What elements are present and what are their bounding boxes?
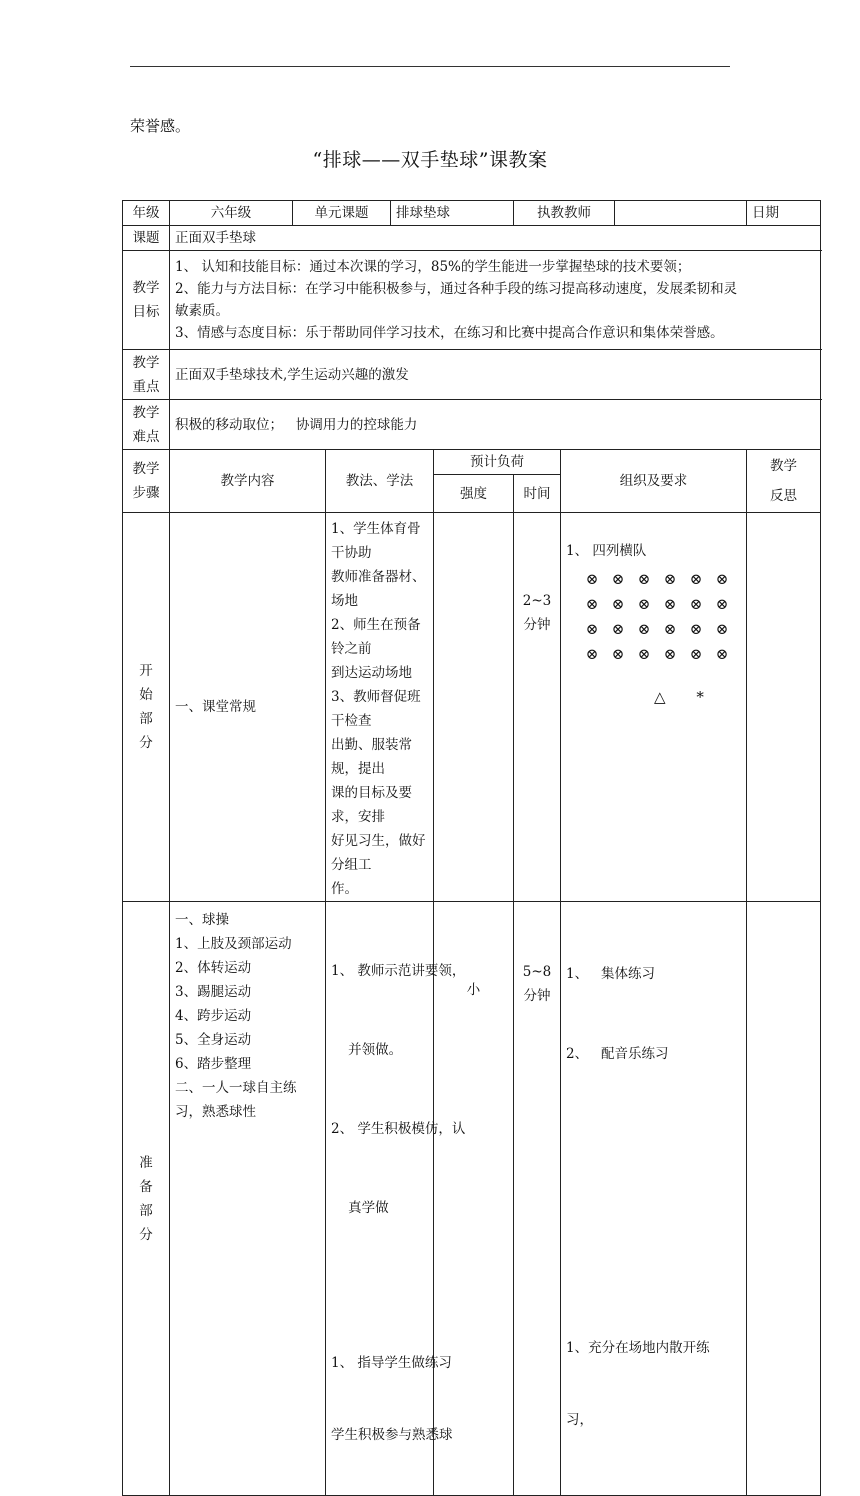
difficulties-label	[123, 400, 170, 450]
document-title: “排球——双手垫球”课教案	[312, 149, 548, 171]
step-char: 开	[139, 663, 153, 679]
student-marker-icon: ⊗	[637, 620, 651, 638]
student-marker-icon: ⊗	[689, 595, 703, 613]
section-organization	[561, 513, 747, 902]
section-reflection	[747, 513, 821, 902]
step-char: 备	[139, 1178, 153, 1195]
student-marker-icon: ⊗	[585, 570, 599, 588]
teacher-marker-icon: △	[654, 688, 666, 706]
objective-line: 1、 认知和技能目标：通过本次课的学习，85%的学生能进一步掌握垫球的技术要领；	[175, 259, 691, 275]
key-points-label-line: 教学	[132, 354, 160, 371]
reflection-header-line: 教学	[770, 458, 797, 474]
organization-line: 1、 集体练习	[566, 966, 655, 982]
method-line: 教师准备器材、场地	[331, 569, 426, 609]
section-methods	[326, 902, 466, 1496]
organization-line	[566, 1118, 741, 1146]
organization-line: 1、充分在场地内散开练	[566, 1340, 710, 1356]
method-line	[331, 1272, 428, 1303]
methods-header: 教法、学法	[326, 450, 434, 513]
formation-row	[582, 567, 741, 592]
difficulties-value: 积极的移动取位； 协调用力的控球能力	[170, 400, 821, 450]
step-char: 部	[139, 711, 153, 727]
organization-line: 习，	[566, 1412, 593, 1428]
key-points-label-line: 重点	[132, 378, 160, 395]
student-marker-icon: ⊗	[663, 645, 677, 663]
date-label: 日期	[747, 201, 821, 226]
student-marker-icon: ⊗	[585, 645, 599, 663]
student-marker-icon: ⊗	[611, 595, 625, 613]
content-line: 2、体转运动	[175, 960, 252, 976]
method-line: 好见习生，做好分组工	[331, 833, 426, 873]
method-line: 3、教师督促班干检查	[331, 689, 421, 729]
intensity-header: 强度	[434, 475, 514, 513]
organization-line	[566, 1194, 741, 1222]
method-line: 真学做	[331, 1200, 389, 1216]
section-content	[170, 902, 326, 1496]
objectives-text	[170, 251, 821, 350]
section-time	[514, 513, 561, 902]
lead-text: 荣誉感。	[130, 117, 191, 135]
step-char: 分	[139, 1226, 153, 1243]
method-line: 到达运动场地	[331, 665, 412, 681]
student-marker-icon: ⊗	[715, 620, 729, 638]
step-char: 部	[139, 1202, 153, 1219]
content-line: 3、踢腿运动	[175, 984, 252, 1000]
section-organization	[561, 902, 747, 1496]
organization-title: 1、 四列横队	[566, 543, 647, 559]
student-marker-icon: ⊗	[663, 620, 677, 638]
objective-line: 2、能力与方法目标：在学习中能积极参与，通过各种手段的练习提高移动速度，发展柔韧和灵	[175, 281, 738, 297]
method-line: 1、学生体育骨干协助	[331, 521, 421, 561]
method-line: 2、 学生积极模仿，认	[331, 1121, 466, 1137]
key-points-value: 正面双手垫球技术,学生运动兴趣的激发	[170, 350, 821, 400]
load-header: 预计负荷	[434, 450, 561, 475]
section-start-row	[123, 513, 821, 902]
difficulties-label-line: 难点	[132, 428, 160, 445]
student-marker-icon: ⊗	[663, 570, 677, 588]
objective-line: 敏素质。	[175, 303, 229, 319]
objectives-label	[123, 251, 170, 350]
key-points-label	[123, 350, 170, 400]
organization-header: 组织及要求	[561, 450, 747, 513]
student-marker-icon: ⊗	[585, 620, 599, 638]
student-marker-icon: ⊗	[611, 645, 625, 663]
unit-value: 排球垫球	[391, 201, 514, 226]
section-reflection	[747, 902, 821, 1496]
section-methods	[326, 513, 434, 902]
method-line: 2、师生在预备铃之前	[331, 617, 421, 657]
formation-row	[582, 617, 741, 642]
content-line: 4、跨步运动	[175, 1008, 252, 1024]
method-line: 学生积极参与熟悉球	[331, 1427, 453, 1443]
time-line: 5~8	[522, 964, 552, 980]
lesson-plan-table	[122, 200, 821, 1496]
header-rule	[130, 66, 730, 67]
time-line: 分钟	[523, 988, 551, 1004]
time-line: 2~3	[522, 593, 552, 609]
organization-line	[566, 1270, 741, 1288]
reflection-header	[747, 450, 821, 513]
difficulties-row	[123, 400, 821, 450]
content-line: 习，熟悉球性	[175, 1104, 256, 1120]
assistant-marker-icon: *	[696, 688, 704, 706]
step-char: 始	[139, 687, 153, 703]
student-marker-icon: ⊗	[715, 595, 729, 613]
formation-diagram	[566, 567, 741, 667]
content-line: 6、踏步整理	[175, 1056, 252, 1072]
section-intensity: 小	[434, 902, 514, 1496]
topic-value: 正面双手垫球	[170, 226, 821, 251]
content-line: 二、一人一球自主练	[175, 1080, 297, 1096]
column-header-row	[123, 450, 821, 475]
method-line: 出勤、服装常规，提出	[331, 737, 412, 777]
content-line: 一、球操	[175, 912, 229, 928]
method-line: 并领做。	[331, 1042, 403, 1058]
step-char: 分	[139, 735, 153, 751]
section-step-label	[123, 513, 170, 902]
steps-header-line: 教学	[132, 461, 160, 477]
method-line: 作。	[331, 881, 358, 897]
objectives-label-line: 教学	[132, 280, 160, 296]
student-marker-icon: ⊗	[637, 645, 651, 663]
organization-line: 2、 配音乐练习	[566, 1046, 669, 1062]
step-char: 准	[139, 1154, 153, 1171]
time-header: 时间	[514, 475, 561, 513]
student-marker-icon: ⊗	[637, 595, 651, 613]
method-line: 1、 教师示范讲要领，	[331, 963, 466, 979]
formation-row	[582, 642, 741, 667]
time-line: 分钟	[523, 617, 551, 633]
content-line: 5、全身运动	[175, 1032, 252, 1048]
grade-value: 六年级	[170, 201, 293, 226]
key-points-row	[123, 350, 821, 400]
content-header: 教学内容	[170, 450, 326, 513]
method-line: 1、 指导学生做练习	[331, 1355, 452, 1371]
teacher-value	[615, 201, 747, 226]
student-marker-icon: ⊗	[663, 595, 677, 613]
reflection-header-line: 反思	[770, 488, 797, 504]
steps-header-line: 步骤	[132, 485, 160, 501]
section-step-label	[123, 902, 170, 1496]
unit-label: 单元课题	[293, 201, 391, 226]
student-marker-icon: ⊗	[637, 570, 651, 588]
student-marker-icon: ⊗	[689, 620, 703, 638]
student-marker-icon: ⊗	[611, 570, 625, 588]
steps-header	[123, 450, 170, 513]
student-marker-icon: ⊗	[715, 570, 729, 588]
section-prep-row	[123, 902, 821, 1496]
student-marker-icon: ⊗	[585, 595, 599, 613]
teacher-label: 执教教师	[514, 201, 615, 226]
objectives-row	[123, 251, 821, 350]
topic-label: 课题	[123, 226, 170, 251]
formation-markers	[654, 685, 741, 709]
student-marker-icon: ⊗	[689, 645, 703, 663]
student-marker-icon: ⊗	[715, 645, 729, 663]
objectives-label-line: 目标	[132, 304, 160, 320]
content-line: 1、上肢及颈部运动	[175, 936, 292, 952]
objective-line: 3、情感与态度目标：乐于帮助同伴学习技术，在练习和比赛中提高合作意识和集体荣誉感。	[175, 325, 724, 341]
section-content	[170, 513, 326, 902]
method-line: 课的目标及要求，安排	[331, 785, 412, 825]
student-marker-icon: ⊗	[689, 570, 703, 588]
student-marker-icon: ⊗	[611, 620, 625, 638]
section-intensity	[434, 513, 514, 902]
content-line: 一、课堂常规	[175, 699, 256, 715]
section-time	[514, 902, 561, 1496]
info-row	[123, 201, 821, 226]
topic-row	[123, 226, 821, 251]
formation-row	[582, 592, 741, 617]
grade-label: 年级	[123, 201, 170, 226]
difficulties-label-line: 教学	[132, 404, 160, 421]
